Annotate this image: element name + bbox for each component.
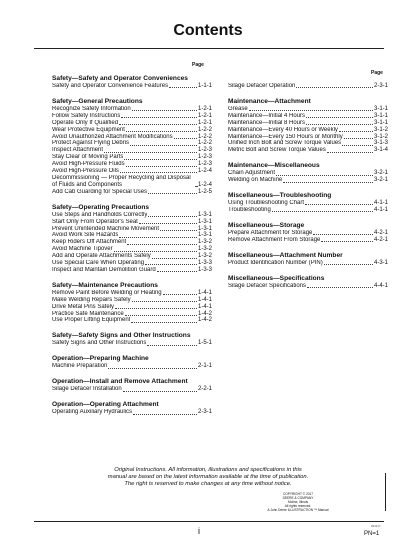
toc-entry[interactable] (52, 226, 212, 233)
toc-entry-text: Avoid Unauthorized Attachment Modifications (52, 133, 173, 140)
toc-entry[interactable] (52, 127, 212, 134)
toc-entry-page: 4-2-1 (373, 229, 388, 236)
dot-leader (339, 131, 373, 132)
toc-entry-text: Make Welding Repairs Safely (52, 296, 131, 303)
section-title: Miscellaneous—Troubleshooting (228, 192, 332, 200)
toc-section (52, 401, 212, 416)
toc-entry-text: Avoid Work Site Hazards (52, 232, 119, 239)
toc-entry-text: Troubleshooting (228, 206, 271, 213)
toc-entry-text: Unified Inch Bolt and Screw Torque Values (228, 140, 342, 147)
toc-entry-text: Remove Paint Before Welding or Heating (52, 289, 162, 296)
toc-entry-text: Maintenance—Initial 4 Hours (228, 112, 306, 119)
toc-entry-text: Safety Signs and Other Instructions (52, 340, 147, 347)
dot-leader (160, 230, 197, 231)
toc-entry[interactable] (52, 267, 212, 274)
dot-leader (272, 211, 373, 212)
footer-line: Original Instructions. All information, illustrations and specifications in this (114, 467, 302, 473)
dot-leader (131, 322, 197, 323)
dot-leader (157, 271, 197, 272)
toc-entry-page: 3-1-1 (373, 119, 388, 126)
toc-entry[interactable] (52, 106, 212, 113)
toc-entry-page: 2-3-1 (373, 83, 388, 89)
toc-entry-page: 2-3-1 (197, 409, 212, 416)
toc-entry[interactable] (52, 189, 212, 196)
toc-entry[interactable] (52, 290, 212, 297)
toc-entry-page: 3-2-1 (373, 170, 388, 177)
toc-entry[interactable] (52, 232, 212, 239)
toc-entry[interactable] (52, 386, 212, 393)
section-title: Operation—Preparing Machine (52, 355, 149, 363)
dot-leader (283, 182, 373, 183)
dot-leader (115, 308, 197, 309)
toc-entry[interactable] (228, 200, 388, 207)
toc-entry-text: Recognize Safety Information (52, 105, 131, 112)
dot-leader (121, 117, 197, 118)
toc-entry-page: 1-3-1 (197, 225, 212, 232)
toc-entry-page: 1-2-3 (197, 154, 212, 161)
right-column (228, 83, 388, 290)
toc-entry[interactable] (52, 239, 212, 246)
toc-entry[interactable] (228, 207, 388, 214)
section-title: Miscellaneous—Storage (228, 221, 305, 229)
toc-entry-text: Silage Defacer Installation (52, 386, 122, 393)
toc-entry-text: Use Proper Lifting Equipment (52, 317, 131, 324)
bottom-rule (34, 521, 384, 522)
toc-entry-page: 1-2-3 (197, 147, 212, 154)
copyright-line: Moline, Illinois (287, 500, 309, 504)
dot-leader (147, 345, 197, 346)
dot-leader (132, 301, 197, 302)
dot-leader (123, 391, 197, 392)
toc-entry-page: 1-3-2 (197, 253, 212, 260)
toc-entry[interactable] (52, 317, 212, 324)
toc-entry-page: 1-2-2 (197, 133, 212, 140)
toc-entry-page: 1-3-1 (197, 232, 212, 239)
section-title: Miscellaneous—Specifications (228, 274, 325, 282)
toc-entry[interactable] (52, 409, 212, 416)
toc-entry-page: 1-4-2 (197, 317, 212, 324)
toc-entry-page: 1-2-1 (197, 119, 212, 126)
toc-entry[interactable] (228, 113, 388, 120)
copyright-line: All rights reserved. (284, 504, 312, 508)
dot-leader (148, 216, 197, 217)
dot-leader (139, 223, 197, 224)
toc-entry-page: 1-4-2 (197, 310, 212, 317)
toc-entry-text: Inspect and Maintain Demolition Guard (52, 266, 156, 273)
toc-entry-page: 1-2-3 (197, 161, 212, 168)
toc-entry-page: 3-1-3 (373, 140, 388, 147)
toc-entry[interactable] (228, 170, 388, 177)
dot-leader (124, 159, 197, 160)
toc-entry[interactable] (52, 134, 212, 141)
dot-leader (296, 87, 373, 88)
section-title: Maintenance—Miscellaneous (228, 162, 320, 170)
footer-line: manual are based on the latest information available at the time of publication. (107, 474, 309, 480)
copyright-block (243, 492, 353, 512)
dot-leader (148, 193, 197, 194)
section-title: Operation—Operating Attachment (52, 401, 159, 409)
toc-entry-page: 1-4-1 (197, 303, 212, 310)
toc-entry-page: 1-4-1 (197, 289, 212, 296)
toc-entry[interactable] (228, 177, 388, 184)
toc-entry[interactable] (228, 134, 388, 141)
toc-entry[interactable] (228, 127, 388, 134)
toc-entry-text: Metric Bolt and Screw Torque Values (228, 147, 326, 154)
toc-entry[interactable] (52, 168, 212, 175)
toc-entry[interactable] (52, 113, 212, 120)
dot-leader (126, 131, 197, 132)
dot-leader (307, 287, 373, 288)
toc-entry[interactable] (228, 83, 388, 90)
toc-entry[interactable] (228, 283, 388, 290)
dot-leader (114, 251, 197, 252)
dot-leader (327, 152, 373, 153)
toc-entry-text: Maintenance—Initial 8 Hours (228, 119, 306, 126)
toc-entry-text: Use Special Care When Operating (52, 260, 145, 267)
dot-leader (306, 124, 373, 125)
toc-section (52, 75, 212, 90)
toc-entry-page: 1-5-1 (197, 340, 212, 347)
revision-bar (385, 473, 386, 511)
toc-entry-page: 3-1-2 (373, 126, 388, 133)
toc-entry-text: Avoid High-Pressure Fluids (52, 161, 125, 168)
toc-entry[interactable] (52, 311, 212, 318)
dot-leader (125, 315, 197, 316)
toc-entry-text: Use Steps and Handholds Correctly (52, 211, 148, 218)
copyright-line: A John Deere ILLUSTRUCTION ™ Manual (267, 508, 329, 512)
toc-section (228, 252, 388, 267)
toc-entry-page: 1-3-3 (197, 266, 212, 273)
toc-entry-text: Prevent Unintended Machine Movement (52, 225, 160, 232)
toc-entry-page: 1-3-2 (197, 239, 212, 246)
toc-entry-page: 4-1-1 (373, 200, 388, 207)
toc-entry-text: Operating Auxiliary Hydraulics (52, 409, 133, 416)
dot-leader (321, 241, 373, 242)
toc-entry-page: 1-2-1 (197, 112, 212, 119)
dot-leader (145, 264, 197, 265)
toc-entry-text: Drive Metal Pins Safely (52, 303, 115, 310)
toc-entry-text: Add Cab Guarding for Special Uses (52, 188, 148, 195)
toc-entry-text: Avoid Machine Tipover (52, 246, 113, 253)
toc-entry[interactable] (52, 154, 212, 161)
dot-leader (305, 204, 373, 205)
dot-leader (104, 152, 197, 153)
pn-code: PN=1 (364, 531, 380, 537)
toc-entry[interactable] (228, 140, 388, 147)
toc-section (52, 355, 212, 370)
page-title: Contents (173, 22, 243, 39)
page-number: i (198, 526, 200, 536)
toc-entry[interactable] (228, 147, 388, 154)
dot-leader (132, 110, 197, 111)
toc-entry-page: 1-2-4 (197, 181, 212, 188)
toc-section (52, 282, 212, 325)
section-title: Safety—Safety and Operator Conveniences (52, 75, 188, 82)
toc-entry[interactable] (52, 140, 212, 147)
toc-section (228, 192, 388, 214)
toc-entry-text: Product Identification Number (PIN) (228, 259, 323, 266)
page-header-right: Page (371, 70, 383, 76)
toc-entry[interactable] (228, 230, 388, 237)
toc-entry-text: Silage Defacer Specifications (228, 282, 307, 289)
toc-entry-text: Wear Protective Equipment (52, 126, 125, 133)
dot-leader (249, 110, 373, 111)
toc-entry-page: 3-2-1 (373, 177, 388, 184)
dot-leader (120, 172, 197, 173)
page-header-left: Page (192, 62, 204, 68)
toc-entry-text: Avoid High-Pressure Oils (52, 168, 119, 175)
toc-entry-text: Remove Attachment From Storage (228, 236, 321, 243)
copyright-line: DEERE & COMPANY (282, 496, 314, 500)
dot-leader (163, 294, 197, 295)
footer-notice (96, 467, 320, 488)
dot-leader (306, 117, 373, 118)
toc-entry-text: Decommissioning — Proper Recycling and Disposal of Fluids and Components (52, 174, 191, 188)
toc-entry[interactable] (52, 297, 212, 304)
toc-entry[interactable] (52, 363, 212, 370)
dot-leader (174, 138, 197, 139)
toc-entry-text: Silage Defacer Operation (228, 83, 296, 89)
dot-leader (130, 145, 197, 146)
toc-entry-page: 1-4-1 (197, 296, 212, 303)
toc-entry[interactable] (52, 161, 212, 168)
footer-line: The right is reserved to make changes at any time without notice. (124, 481, 292, 487)
toc-entry[interactable] (52, 147, 212, 154)
dot-leader (195, 186, 197, 187)
left-column (52, 75, 212, 416)
dot-leader (276, 175, 373, 176)
section-title: Maintenance—Attachment (228, 97, 311, 105)
toc-entry-page: 1-3-2 (197, 246, 212, 253)
toc-section (228, 275, 388, 290)
toc-entry[interactable] (52, 175, 212, 189)
dot-leader (313, 234, 373, 235)
dot-leader (133, 414, 197, 415)
doc-code: 091117 (371, 524, 381, 528)
section-title: Safety—Operating Precautions (52, 203, 150, 211)
toc-section (228, 162, 388, 184)
toc-entry-page: 1-3-1 (197, 211, 212, 218)
toc-entry-text: Chain Adjustment (228, 170, 276, 177)
toc-section (52, 204, 212, 274)
toc-entry[interactable] (52, 304, 212, 311)
dot-leader (119, 237, 197, 238)
toc-section (228, 98, 388, 154)
toc-entry-page: 1-3-1 (197, 218, 212, 225)
toc-section (228, 83, 388, 90)
toc-entry[interactable] (52, 120, 212, 127)
toc-entry-page: 1-3-3 (197, 260, 212, 267)
toc-entry-text: Inspect Attachment (52, 147, 104, 154)
toc-entry-text: Add and Operate Attachments Safely (52, 253, 151, 260)
toc-entry-page: 1-2-2 (197, 126, 212, 133)
toc-entry-page: 4-4-1 (373, 282, 388, 289)
toc-entry-page: 1-2-5 (197, 188, 212, 195)
toc-entry[interactable] (52, 83, 212, 90)
toc-entry-page: 1-2-2 (197, 140, 212, 147)
toc-entry[interactable] (52, 340, 212, 347)
toc-section (52, 378, 212, 393)
section-title: Safety—Maintenance Precautions (52, 281, 158, 289)
toc-entry-page: 4-3-1 (373, 259, 388, 266)
dot-leader (108, 368, 197, 369)
toc-entry[interactable] (228, 237, 388, 244)
dot-leader (344, 138, 373, 139)
toc-entry[interactable] (228, 120, 388, 127)
toc-entry-text: Start Only From Operator's Seat (52, 218, 138, 225)
toc-section (228, 222, 388, 244)
toc-entry-page: 1-2-1 (197, 105, 212, 112)
toc-section (52, 98, 212, 196)
toc-entry-page: 3-1-4 (373, 147, 388, 154)
toc-entry-page: 4-2-1 (373, 236, 388, 243)
toc-entry-text: Protect Against Flying Debris (52, 140, 130, 147)
section-title: Safety—General Precautions (52, 97, 143, 105)
toc-entry[interactable] (52, 212, 212, 219)
toc-entry-text: Machine Preparation (52, 363, 108, 370)
dot-leader (324, 264, 373, 265)
toc-entry[interactable] (52, 253, 212, 260)
toc-entry-page: 3-1-1 (373, 105, 388, 112)
toc-entry-text: Keep Riders Off Attachment (52, 239, 127, 246)
toc-entry-page: 1-2-4 (197, 168, 212, 175)
toc-entry-text: Using Troubleshooting Chart (228, 200, 305, 207)
toc-entry[interactable] (228, 106, 388, 113)
toc-entry-text: Operate Only If Qualified (52, 119, 119, 126)
section-title: Operation—Install and Remove Attachment (52, 378, 188, 386)
dot-leader (126, 166, 197, 167)
toc-entry[interactable] (52, 219, 212, 226)
toc-entry[interactable] (52, 260, 212, 267)
dot-leader (152, 258, 197, 259)
toc-entry-page: 3-1-1 (373, 112, 388, 119)
toc-section (52, 332, 212, 347)
toc-entry-text: Practice Safe Maintenance (52, 310, 124, 317)
toc-entry-text: Prepare Attachment for Storage (228, 229, 313, 236)
toc-entry-page: 3-1-2 (373, 133, 388, 140)
toc-entry-text: Safety and Operator Convenience Features (52, 83, 169, 89)
section-title: Safety—Safety Signs and Other Instructions (52, 332, 191, 340)
toc-entry-page: 2-2-1 (197, 386, 212, 393)
toc-entry-text: Follow Safety Instructions (52, 112, 121, 119)
toc-entry-text: Grease (228, 105, 248, 112)
toc-entry-text: Welding on Machine (228, 177, 283, 184)
dot-leader (127, 244, 197, 245)
toc-entry-text: Maintenance—Every 40 Hours or Weekly (228, 126, 338, 133)
title-rule (34, 48, 384, 49)
toc-entry-text: Stay Clear of Moving Parts (52, 154, 124, 161)
dot-leader (342, 145, 373, 146)
dot-leader (169, 87, 197, 88)
section-title: Miscellaneous—Attachment Number (228, 251, 343, 259)
toc-entry-text: Maintenance—Every 150 Hours or Monthly (228, 133, 343, 140)
toc-entry[interactable] (228, 260, 388, 267)
toc-entry[interactable] (52, 246, 212, 253)
toc-entry-page: 2-1-1 (197, 363, 212, 370)
toc-entry-page: 1-1-1 (197, 83, 212, 89)
copyright-line: COPYRIGHT © 2017 (282, 492, 314, 496)
toc-entry-page: 4-1-1 (373, 206, 388, 213)
dot-leader (119, 124, 197, 125)
